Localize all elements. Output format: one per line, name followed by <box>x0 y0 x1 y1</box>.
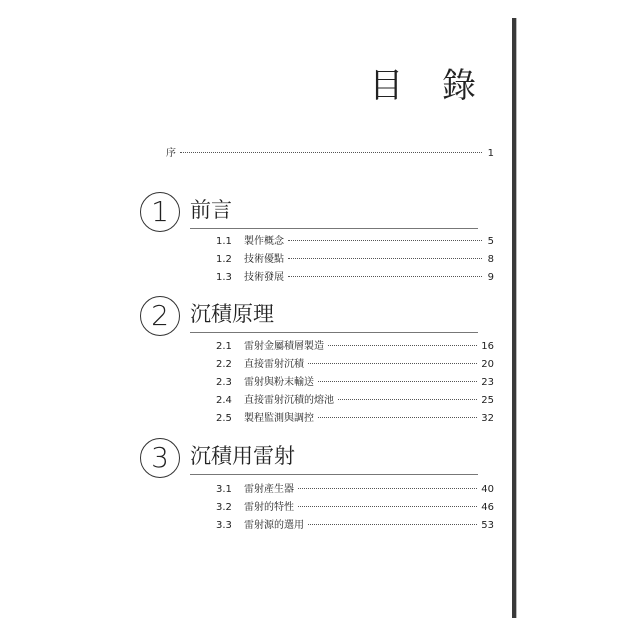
section-number: 3.1 <box>216 484 232 495</box>
section-number: 1.2 <box>216 254 232 265</box>
dot-leader <box>288 276 482 277</box>
toc-entry[interactable] <box>216 337 494 352</box>
dot-leader <box>298 506 477 507</box>
toc-entry[interactable] <box>216 232 494 247</box>
page-number: 8 <box>487 254 494 265</box>
chapter-heading-3[interactable] <box>140 438 478 478</box>
chapter-number-circle: 3 <box>140 438 180 478</box>
section-title: 雷射與粉末輸送 <box>244 377 314 388</box>
page-number: 23 <box>481 377 494 388</box>
dot-leader <box>308 524 477 525</box>
dot-leader <box>180 152 482 153</box>
section-number: 3.2 <box>216 502 232 513</box>
section-number: 1.3 <box>216 272 232 283</box>
toc-entry[interactable] <box>216 250 494 265</box>
chapter-heading-1[interactable] <box>140 192 478 232</box>
chapter-number-circle: 2 <box>140 296 180 336</box>
section-title: 製作概念 <box>244 236 284 247</box>
section-number: 2.2 <box>216 359 232 370</box>
page-title: 目 錄 <box>369 66 490 106</box>
toc-entry[interactable] <box>216 373 494 388</box>
toc-entry[interactable] <box>216 355 494 370</box>
chapter-heading-2[interactable] <box>140 296 478 336</box>
dot-leader <box>298 488 477 489</box>
preface-label: 序 <box>166 148 176 159</box>
section-title: 製程監測與調控 <box>244 413 314 424</box>
page-number: 20 <box>481 359 494 370</box>
section-number: 3.3 <box>216 520 232 531</box>
dot-leader <box>308 363 477 364</box>
chapter-number-circle: 1 <box>140 192 180 232</box>
dot-leader <box>288 240 482 241</box>
page-number: 5 <box>487 236 494 247</box>
toc-entry[interactable] <box>216 498 494 513</box>
section-title: 技術發展 <box>244 272 284 283</box>
dot-leader <box>318 381 477 382</box>
chapter-rule <box>190 474 478 475</box>
toc-entry[interactable] <box>216 480 494 495</box>
section-number: 2.1 <box>216 341 232 352</box>
section-title: 雷射產生器 <box>244 484 294 495</box>
toc-entry[interactable] <box>216 409 494 424</box>
page-number: 25 <box>481 395 494 406</box>
toc-page <box>84 18 516 618</box>
dot-leader <box>288 258 482 259</box>
page-number: 16 <box>481 341 494 352</box>
section-title: 雷射的特性 <box>244 502 294 513</box>
chapter-title: 前言 <box>190 198 232 222</box>
chapter-rule <box>190 332 478 333</box>
page-number: 9 <box>487 272 494 283</box>
section-number: 2.5 <box>216 413 232 424</box>
dot-leader <box>338 399 477 400</box>
page-number: 46 <box>481 502 494 513</box>
toc-entry[interactable] <box>216 391 494 406</box>
dot-leader <box>318 417 477 418</box>
section-title: 雷射源的選用 <box>244 520 304 531</box>
toc-entry[interactable] <box>216 516 494 531</box>
chapter-rule <box>190 228 478 229</box>
section-title: 雷射金屬積層製造 <box>244 341 324 352</box>
page-number: 40 <box>481 484 494 495</box>
page-number: 32 <box>481 413 494 424</box>
section-title: 技術優點 <box>244 254 284 265</box>
section-number: 1.1 <box>216 236 232 247</box>
section-number: 2.4 <box>216 395 232 406</box>
dot-leader <box>328 345 477 346</box>
section-number: 2.3 <box>216 377 232 388</box>
page-number: 53 <box>481 520 494 531</box>
chapter-title: 沉積用雷射 <box>190 444 295 468</box>
toc-entry[interactable] <box>216 268 494 283</box>
chapter-title: 沉積原理 <box>190 302 274 326</box>
section-title: 直接雷射沉積 <box>244 359 304 370</box>
toc-entry-preface[interactable] <box>166 144 494 159</box>
page-number: 1 <box>487 148 494 159</box>
section-title: 直接雷射沉積的熔池 <box>244 395 334 406</box>
